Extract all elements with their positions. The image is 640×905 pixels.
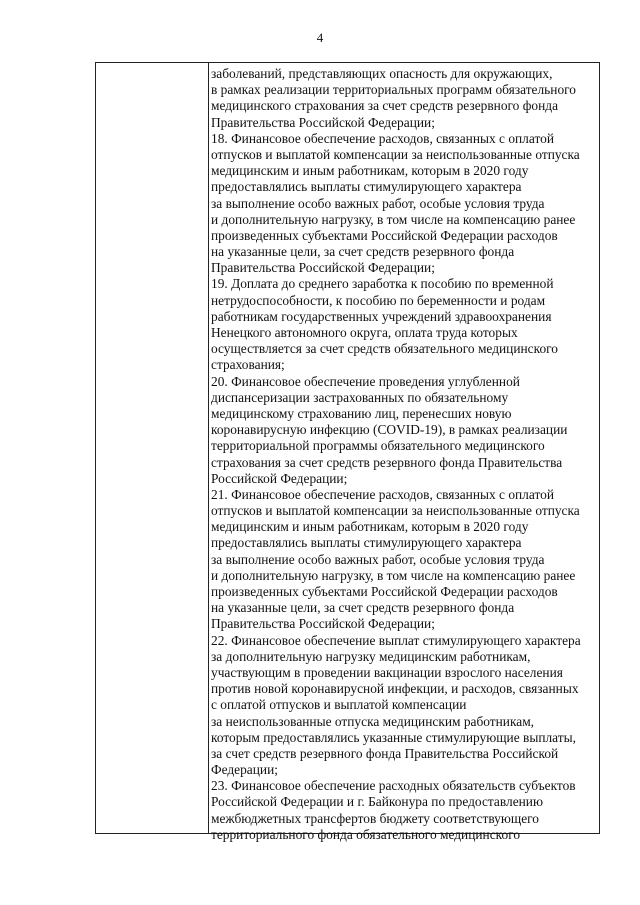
- document-table: [95, 62, 600, 842]
- text-line: в рамках реализации территориальных программ обязательного: [211, 82, 577, 98]
- text-line: страхования за счет средств резервного фонда Правительства: [211, 454, 563, 470]
- text-line: коронавирусную инфекцию (COVID-19), в рамках реализации: [211, 422, 568, 438]
- text-line: межбюджетных трансфертов бюджету соответствующего: [211, 810, 539, 826]
- text-line: нетрудоспособности, к пособию по беременности и родам: [211, 292, 546, 308]
- text-line: медицинским и иным работникам, которым в 2020 году: [211, 519, 529, 535]
- text-line: на указанные цели, за счет средств резервного фонда: [211, 600, 515, 616]
- text-line: 23. Финансовое обеспечение расходных обязательств субъектов: [211, 778, 576, 794]
- text-line: Российской Федерации;: [211, 470, 348, 486]
- text-line: медицинского страхования за счет средств резервного фонда: [211, 98, 559, 114]
- text-line: 20. Финансовое обеспечение проведения углубленной: [211, 373, 520, 389]
- text-line: предоставлялись выплаты стимулирующего характера: [211, 535, 522, 551]
- text-line: и дополнительную нагрузку, в том числе на компенсацию ранее: [211, 567, 576, 583]
- text-line: работникам государственных учреждений здравоохранения: [211, 308, 552, 324]
- text-line: территориальной программы обязательного медицинского: [211, 438, 545, 454]
- text-line: отпусков и выплатой компенсации за неиспользованные отпуска: [211, 146, 580, 162]
- table-cell-content: [211, 66, 599, 843]
- column-divider: [208, 63, 209, 833]
- text-line: отпусков и выплатой компенсации за неиспользованные отпуска: [211, 503, 580, 519]
- text-line: 22. Финансовое обеспечение выплат стимулирующего характера: [211, 632, 581, 648]
- text-line: Правительства Российской Федерации;: [211, 260, 435, 276]
- text-line: за выполнение особо важных работ, особые условия труда: [211, 195, 545, 211]
- page-number: 4: [316, 30, 324, 45]
- text-line: Правительства Российской Федерации;: [211, 616, 435, 632]
- text-line: страхования;: [211, 357, 285, 373]
- text-line: Ненецкого автономного округа, оплата труда которых: [211, 325, 518, 340]
- text-line: территориального фонда обязательного медицинского: [211, 826, 521, 842]
- text-line: произведенных субъектами Российской Федерации расходов: [211, 227, 558, 243]
- text-line: с оплатой отпусков и выплатой компенсации: [211, 697, 467, 713]
- text-line: осуществляется за счет средств обязательного медицинского: [211, 341, 558, 357]
- text-line: за неиспользованные отпуска медицинским работникам,: [211, 713, 535, 729]
- text-line: за дополнительную нагрузку медицинским работникам,: [211, 648, 531, 664]
- text-line: которым предоставлялись указанные стимулирующие выплаты,: [211, 729, 576, 745]
- text-line: 18. Финансовое обеспечение расходов, связанных с оплатой: [211, 130, 555, 146]
- text-line: за выполнение особо важных работ, особые условия труда: [211, 551, 545, 567]
- text-line: диспансеризации застрахованных по обязательному: [211, 389, 509, 405]
- text-line: участвующим в проведении вакцинации взрослого населения: [211, 664, 563, 680]
- text-line: Правительства Российской Федерации;: [211, 114, 435, 130]
- text-line: за счет средств резервного фонда Правительства Российской: [211, 745, 559, 761]
- text-line: 19. Доплата до среднего заработка к пособию по временной: [211, 276, 554, 292]
- text-line: Российской Федерации и г. Байконура по предоставлению: [211, 794, 543, 810]
- text-line: заболеваний, представляющих опасность для окружающих,: [211, 66, 553, 81]
- text-line: медицинскому страхованию лиц, перенесших новую: [211, 405, 512, 421]
- text-line: медицинским и иным работникам, которым в 2020 году: [211, 163, 529, 179]
- text-line: 21. Финансовое обеспечение расходов, связанных с оплатой: [211, 486, 555, 502]
- text-line: на указанные цели, за счет средств резервного фонда: [211, 244, 515, 260]
- text-line: и дополнительную нагрузку, в том числе на компенсацию ранее: [211, 211, 576, 227]
- text-line: против новой коронавирусной инфекции, и расходов, связанных: [211, 681, 579, 697]
- text-line: Федерации;: [211, 762, 278, 778]
- text-line: произведенных субъектами Российской Федерации расходов: [211, 584, 558, 599]
- text-line: предоставлялись выплаты стимулирующего характера: [211, 179, 522, 195]
